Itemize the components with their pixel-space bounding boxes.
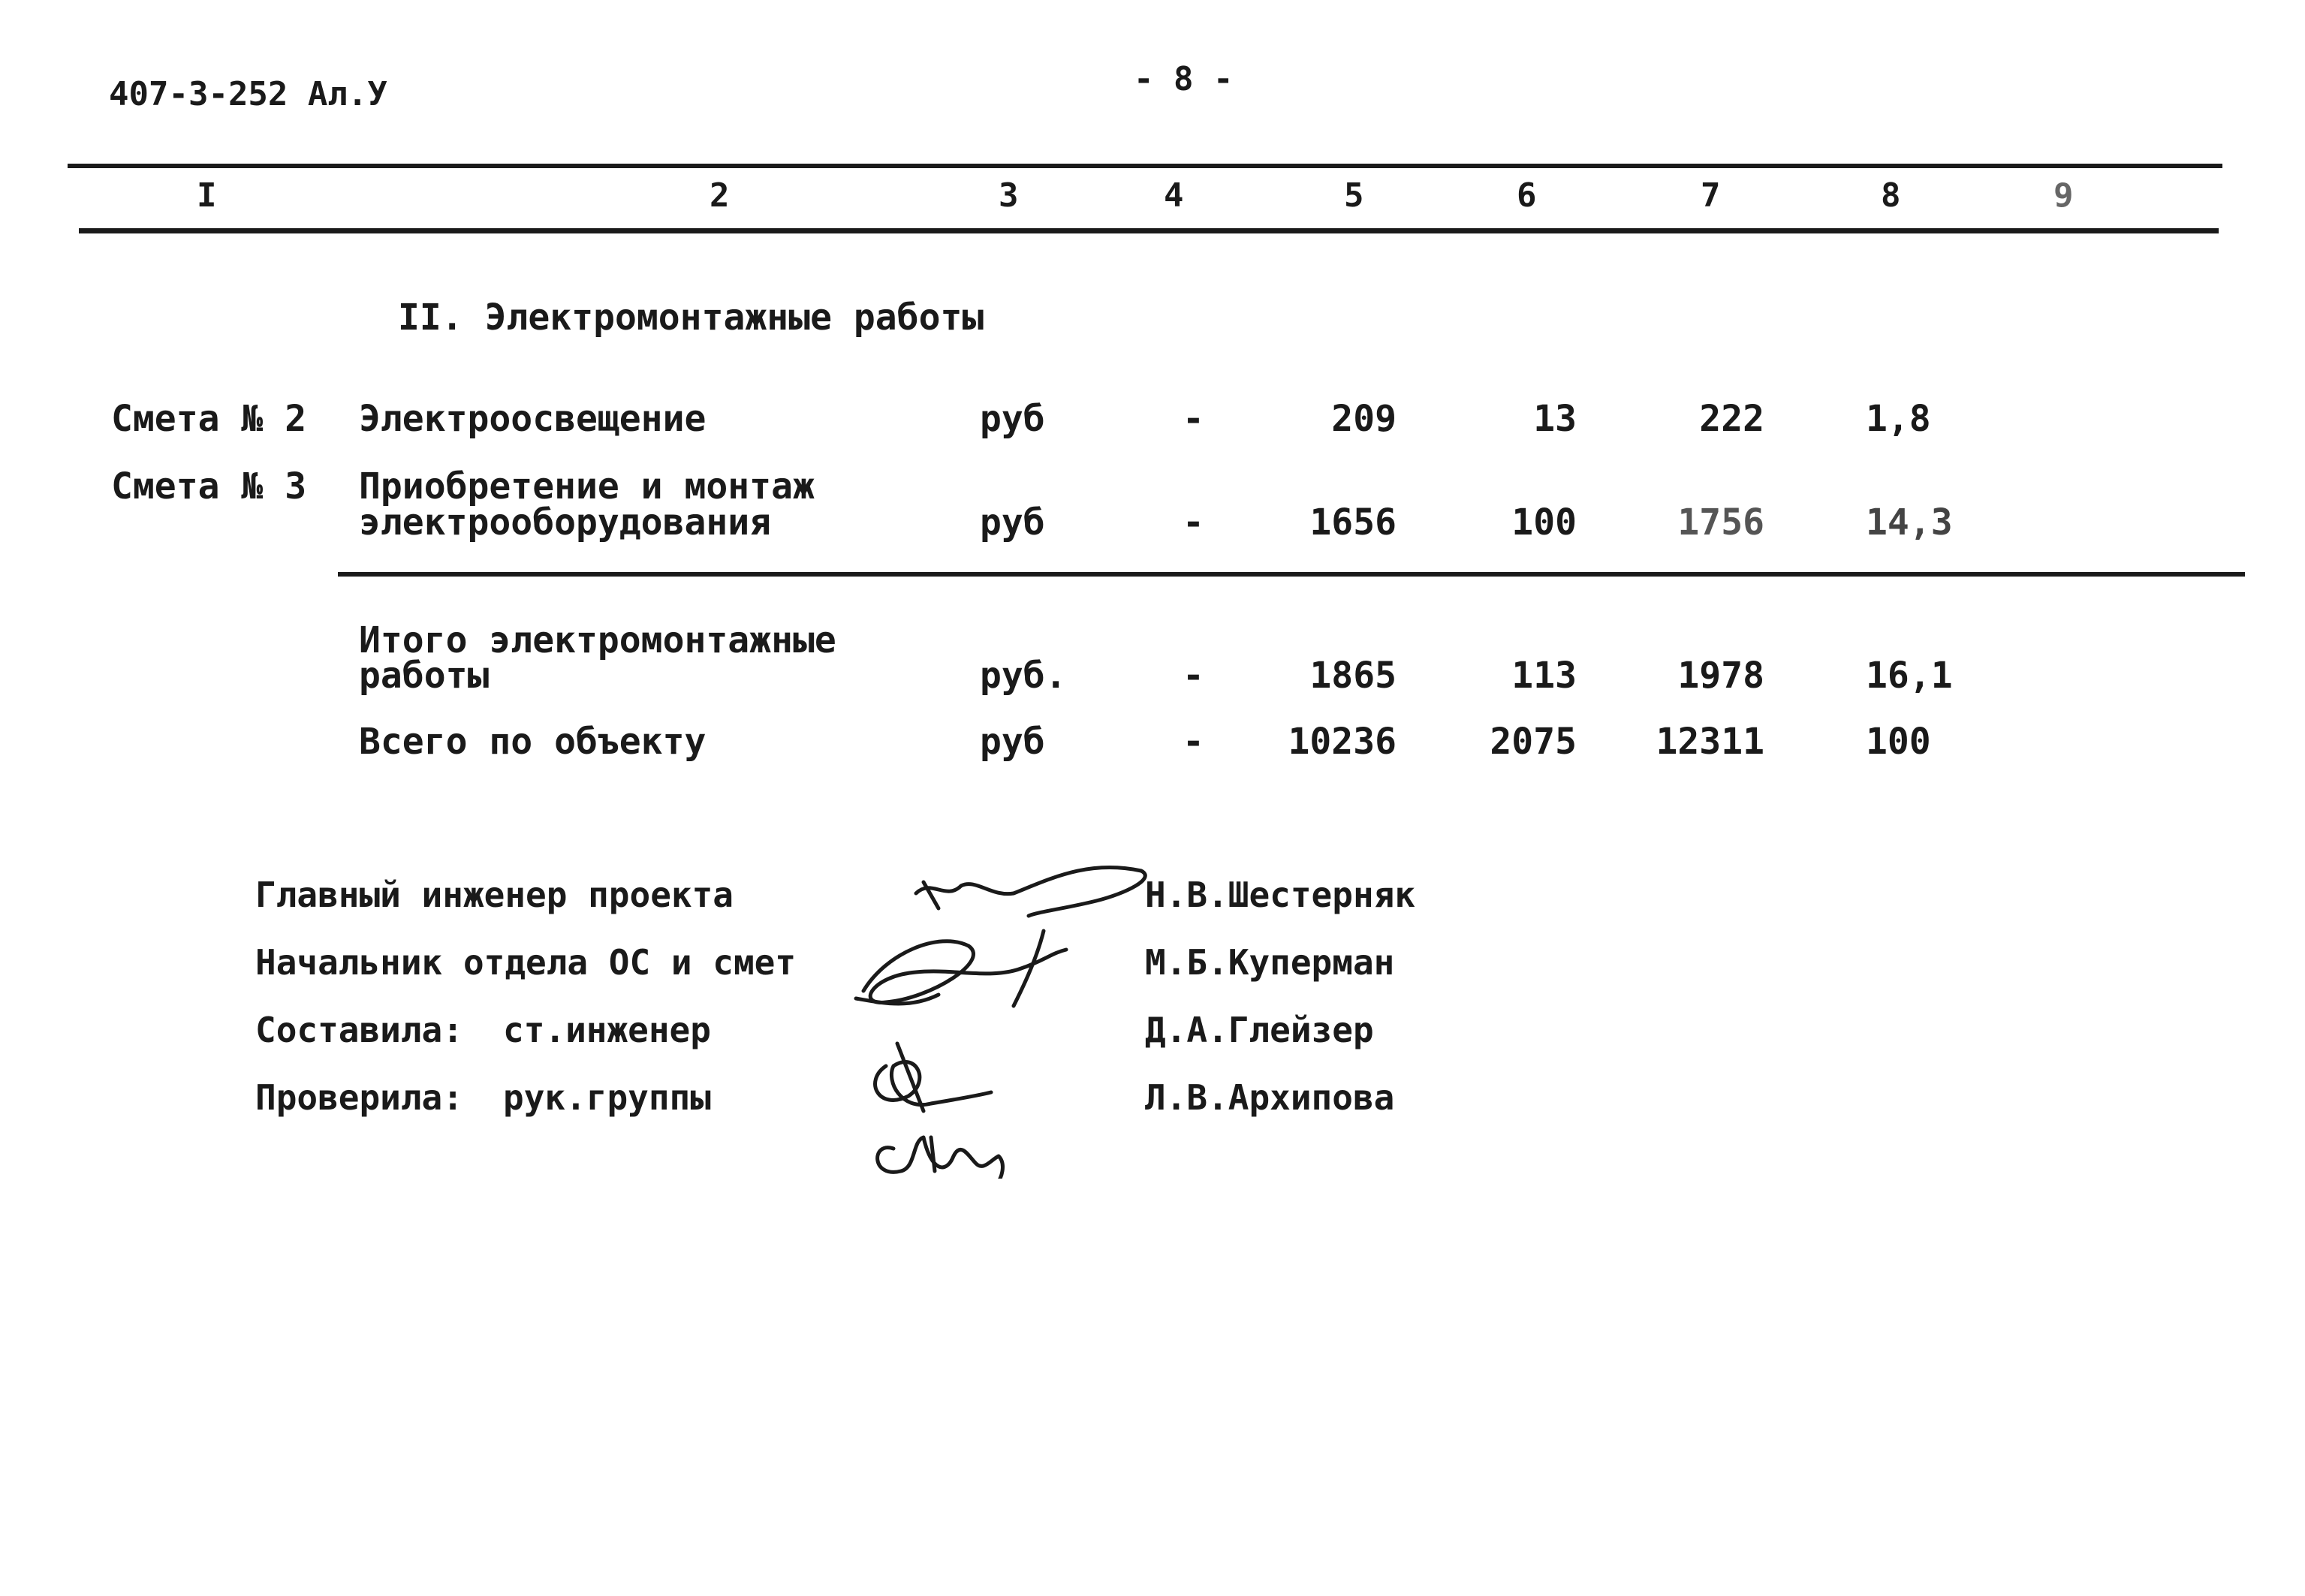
value-col5: 1865 [1309, 655, 1397, 697]
value-col6: 2075 [1490, 721, 1577, 763]
column-header-5: 5 [1344, 176, 1364, 215]
column-header-9: 9 [2053, 176, 2074, 215]
signer-name: Н.В.Шестерняк [1145, 875, 1416, 915]
value-col5: 10236 [1288, 721, 1397, 763]
signer-role: Начальник отдела ОС и смет [255, 942, 797, 983]
signer-name: Л.В.Архипова [1145, 1077, 1395, 1118]
signer-role-title: рук.группы [503, 1077, 711, 1118]
page-number: - 8 - [1134, 60, 1234, 98]
signer-name: М.Б.Куперман [1145, 942, 1395, 983]
value-col7: 12311 [1656, 721, 1764, 763]
dash-cell: - [1183, 655, 1204, 697]
value-col7: 1756 [1677, 501, 1764, 544]
table-top-rule [68, 164, 2222, 168]
estimate-ref: Смета № 3 [111, 465, 307, 507]
unit-cell: руб [980, 721, 1045, 763]
value-col8: 16,1 [1866, 655, 1953, 697]
subtotal-name-line2: работы [359, 655, 490, 697]
signature-1 [916, 867, 1145, 916]
value-col6: 100 [1511, 501, 1577, 544]
value-col5: 209 [1331, 398, 1397, 440]
unit-cell: руб [980, 501, 1045, 544]
column-header-1: I [197, 176, 217, 215]
item-name-line1: Приобретение и монтаж [359, 465, 815, 507]
signature-3 [875, 1043, 991, 1111]
signer-role-title: ст.инженер [503, 1010, 711, 1050]
unit-cell: руб. [980, 655, 1067, 697]
value-col6: 113 [1511, 655, 1577, 697]
subtotal-rule [338, 572, 2245, 577]
section-title: II. Электромонтажные работы [398, 297, 984, 339]
value-col6: 13 [1533, 398, 1577, 440]
item-name-line2: электрооборудования [359, 501, 772, 544]
value-col8: 14,3 [1866, 501, 1953, 544]
column-header-6: 6 [1517, 176, 1537, 215]
signer-name: Д.А.Глейзер [1145, 1010, 1374, 1050]
handwritten-signatures [841, 841, 1156, 1179]
column-header-3: 3 [999, 176, 1019, 215]
document-code: 407-3-252 Ал.У [109, 75, 387, 113]
column-header-2: 2 [710, 176, 730, 215]
value-col8: 100 [1866, 721, 1931, 763]
signer-role: Проверила: [255, 1077, 463, 1118]
value-col7: 1978 [1677, 655, 1764, 697]
signer-role: Составила: [255, 1010, 463, 1050]
value-col8: 1,8 [1866, 398, 1931, 440]
column-header-4: 4 [1164, 176, 1184, 215]
dash-cell: - [1183, 721, 1204, 763]
item-name: Электроосвещение [359, 398, 707, 440]
value-col5: 1656 [1309, 501, 1397, 544]
subtotal-name-line1: Итого электромонтажные [359, 619, 836, 661]
column-header-8: 8 [1881, 176, 1901, 215]
signature-4 [878, 1137, 1003, 1179]
estimate-ref: Смета № 2 [111, 398, 307, 440]
signature-2 [856, 931, 1066, 1006]
signer-role: Главный инженер проекта [255, 875, 734, 915]
value-col7: 222 [1699, 398, 1764, 440]
table-header-bottom-rule [79, 228, 2219, 233]
total-name: Всего по объекту [359, 721, 707, 763]
dash-cell: - [1183, 501, 1204, 544]
unit-cell: руб [980, 398, 1045, 440]
dash-cell: - [1183, 398, 1204, 440]
column-header-7: 7 [1701, 176, 1721, 215]
